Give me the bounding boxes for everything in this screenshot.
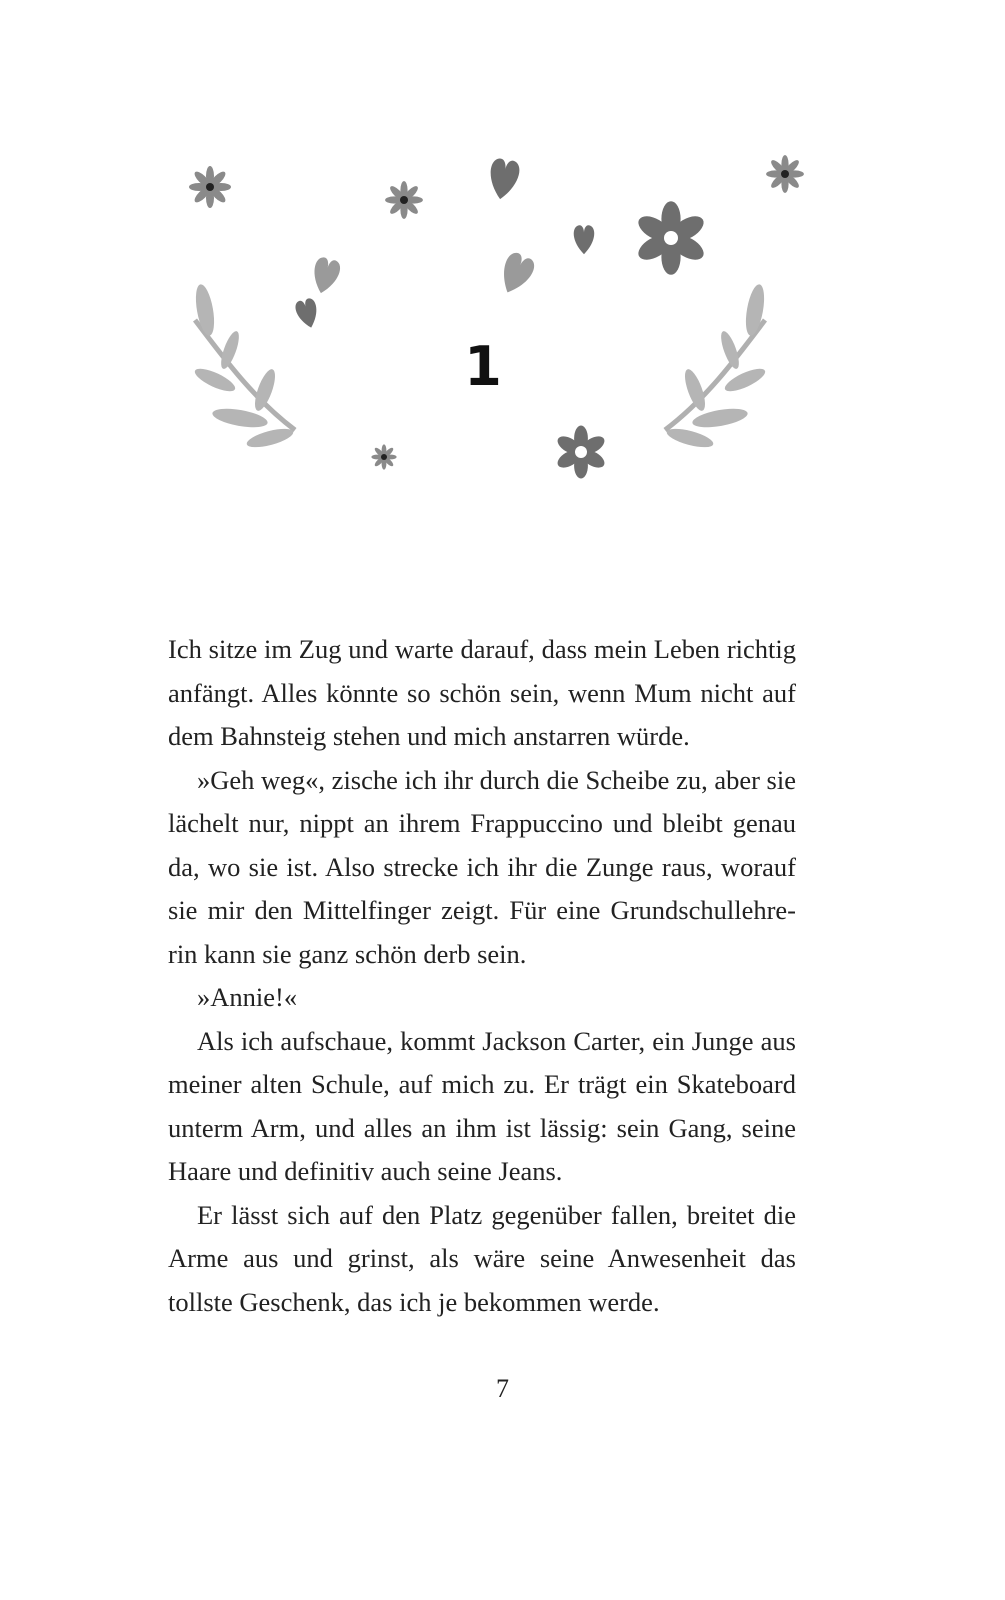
flower-icon [371, 444, 396, 469]
text-line: »Annie!« [197, 982, 298, 1012]
paragraph [168, 1194, 796, 1325]
heart-icon [309, 256, 342, 297]
branch-icon [192, 283, 295, 451]
chapter-number: 1 [464, 335, 502, 398]
chapter-ornament [0, 0, 1005, 520]
text-line: sie mir den Mittelfinger zeigt. Für eine Grundschullehre- [168, 895, 796, 925]
paragraph [168, 628, 796, 759]
text-line: dem Bahnsteig stehen und mich anstarren würde. [168, 721, 690, 751]
text-line: da, wo sie ist. Also strecke ich ihr die Zunge raus, worauf [168, 851, 796, 882]
text-line: unterm Arm, und alles an ihm ist lässig: sein Gang, seine [168, 1112, 796, 1143]
text-line: tollste Geschenk, das ich je bekommen werde. [168, 1286, 660, 1317]
text-line: Arme aus und grinst, als wäre seine Anwesenheit das [168, 1243, 796, 1273]
branch-icon [665, 283, 768, 451]
text-line: meiner alten Schule, auf mich zu. Er trägt ein Skateboard [168, 1069, 796, 1099]
flower-icon [766, 155, 804, 193]
text-line: rin kann sie ganz schön derb sein. [168, 938, 527, 969]
text-line: anfängt. Alles könnte so schön sein, wenn Mum nicht auf [168, 677, 796, 708]
text-line: lächelt nur, nippt an ihrem Frappuccino und bleibt genau [168, 808, 796, 838]
heart-icon [294, 297, 321, 330]
flower-icon [385, 181, 423, 219]
paragraph [168, 976, 796, 1020]
heart-icon [495, 250, 538, 298]
text-line: Haare und definitiv auch seine Jeans. [168, 1156, 563, 1186]
text-line: Als ich aufschaue, kommt Jackson Carter, ein Junge aus [197, 1025, 796, 1056]
body-text [168, 628, 796, 1324]
page-number: 7 [496, 1374, 509, 1403]
text-line: Er lässt sich auf den Platz gegenüber fallen, breitet die [197, 1199, 796, 1230]
heart-icon [486, 157, 521, 202]
flower-icon [555, 426, 608, 479]
flower-icon [634, 201, 707, 275]
text-line: »Geh weg«, zische ich ihr durch die Scheibe zu, aber sie [197, 764, 796, 795]
flower-icon [189, 166, 231, 208]
heart-icon [574, 225, 595, 254]
paragraph [168, 1020, 796, 1194]
text-line: Ich sitze im Zug und warte darauf, dass mein Leben richtig [168, 634, 796, 664]
paragraph [168, 759, 796, 977]
